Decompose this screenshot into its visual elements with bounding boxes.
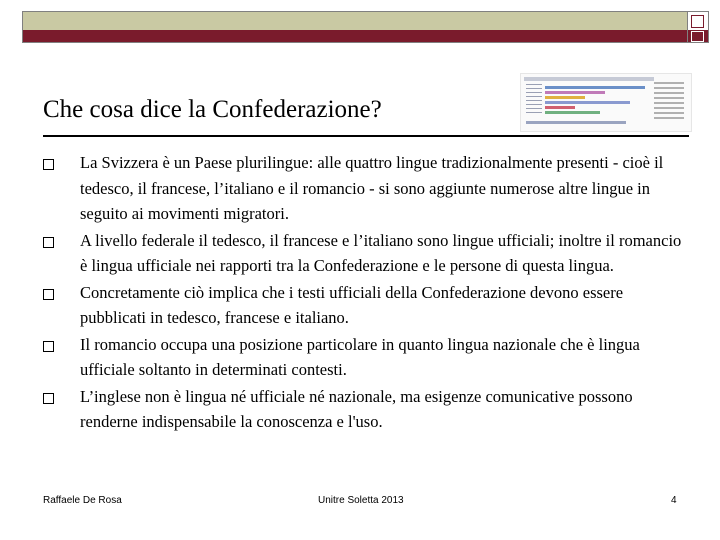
thumbnail-bar [545,96,585,99]
thumbnail-header [524,77,654,81]
hollow-square-icon [43,393,54,404]
thumbnail-bar [545,111,600,114]
list-item [43,150,688,227]
page-number: 4 [671,495,677,506]
bullet-text: La Svizzera è un Paese plurilingue: alle quattro lingue tradizionalmente presenti - cioè il tedesco, il francese, l’italiano e il romancio - si sono aggiunte numerose altre lingue in seguito ai movimenti migratori. [80,153,664,223]
footer-author: Raffaele De Rosa [43,495,122,506]
thumbnail-bar [545,101,630,104]
list-item [43,280,688,331]
hollow-square-icon [43,341,54,352]
bullet-list [43,150,688,436]
header-square-icon [691,15,704,28]
bullet-text: Il romancio occupa una posizione particolare in quanto lingua nazionale che è lingua ufficiale soltanto in determinati contesti. [80,334,640,379]
thumbnail-label-column [526,84,542,116]
list-item [43,384,688,435]
thumbnail-legend [654,82,684,122]
thumbnail-bar [545,91,605,94]
header-band-bottom [23,30,687,42]
chart-thumbnail-image [520,73,692,132]
hollow-square-icon [43,159,54,170]
header-decorative-bar [22,11,709,43]
thumbnail-bar [545,106,575,109]
footer-event: Unitre Soletta 2013 [318,495,404,506]
header-square-icon-dark [691,31,704,42]
thumbnail-footer [526,121,626,124]
bullet-text: L’inglese non è lingua né ufficiale né nazionale, ma esigenze comunicative possono renderne indispensabile la conoscenza e l'uso. [80,386,633,431]
list-item [43,228,688,279]
hollow-square-icon [43,289,54,300]
bullet-text: Concretamente ciò implica che i testi ufficiali della Confederazione devono essere pubblicati in tedesco, francese e italiano. [80,282,624,327]
title-underline [43,135,689,137]
thumbnail-bar [545,86,645,89]
slide-title: Che cosa dice la Confederazione? [43,96,382,123]
hollow-square-icon [43,237,54,248]
header-band-top [23,12,687,30]
list-item [43,332,688,383]
bullet-text: A livello federale il tedesco, il francese e l’italiano sono lingue ufficiali; inoltre il romancio è lingua ufficiale nei rapporti tra la Confederazione e le persone di questa lingua. [80,230,682,275]
